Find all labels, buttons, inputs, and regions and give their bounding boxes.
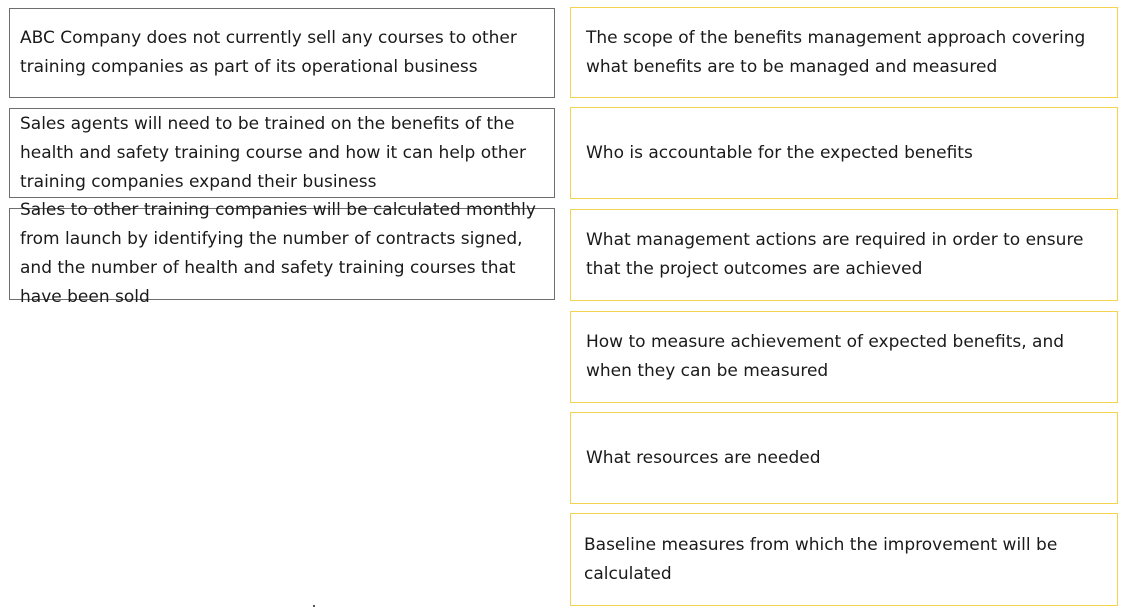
- target-scope-of-approach[interactable]: [570, 7, 1118, 98]
- target-management-actions[interactable]: [570, 209, 1118, 301]
- target-text: What resources are needed: [586, 447, 821, 468]
- answer-option-monthly-sales-calculation[interactable]: [9, 200, 555, 307]
- target-text: How to measure achievement of expected benefits, and when they can be measured: [586, 332, 1065, 381]
- target-text: The scope of the benefits management approach covering what benefits are to be managed and measured: [586, 27, 1086, 77]
- target-text: Baseline measures from which the improvement will be calculated: [584, 534, 1058, 584]
- answer-option-no-current-courses[interactable]: [9, 8, 555, 98]
- stray-mark: [313, 605, 315, 607]
- target-baseline-measures[interactable]: [570, 513, 1118, 606]
- target-measurement-timing[interactable]: [570, 311, 1118, 403]
- target-text: Who is accountable for the expected benefits: [586, 142, 973, 163]
- answer-option-sales-agent-training[interactable]: [9, 108, 555, 198]
- answer-option-text: ABC Company does not currently sell any courses to other training companies as part of its operational business: [20, 28, 517, 77]
- answer-option-text: Sales agents will need to be trained on the benefits of the health and safety training course and how it can help other training companies expand their business: [20, 113, 526, 192]
- target-accountability[interactable]: [570, 107, 1118, 199]
- target-text: What management actions are required in order to ensure that the project outcomes are achieved: [586, 230, 1084, 279]
- answer-option-text: Sales to other training companies will be calculated monthly from launch by identifying the number of contracts signed, and the number of health and safety training courses that have been sold: [20, 200, 536, 307]
- target-resources-needed[interactable]: [570, 412, 1118, 504]
